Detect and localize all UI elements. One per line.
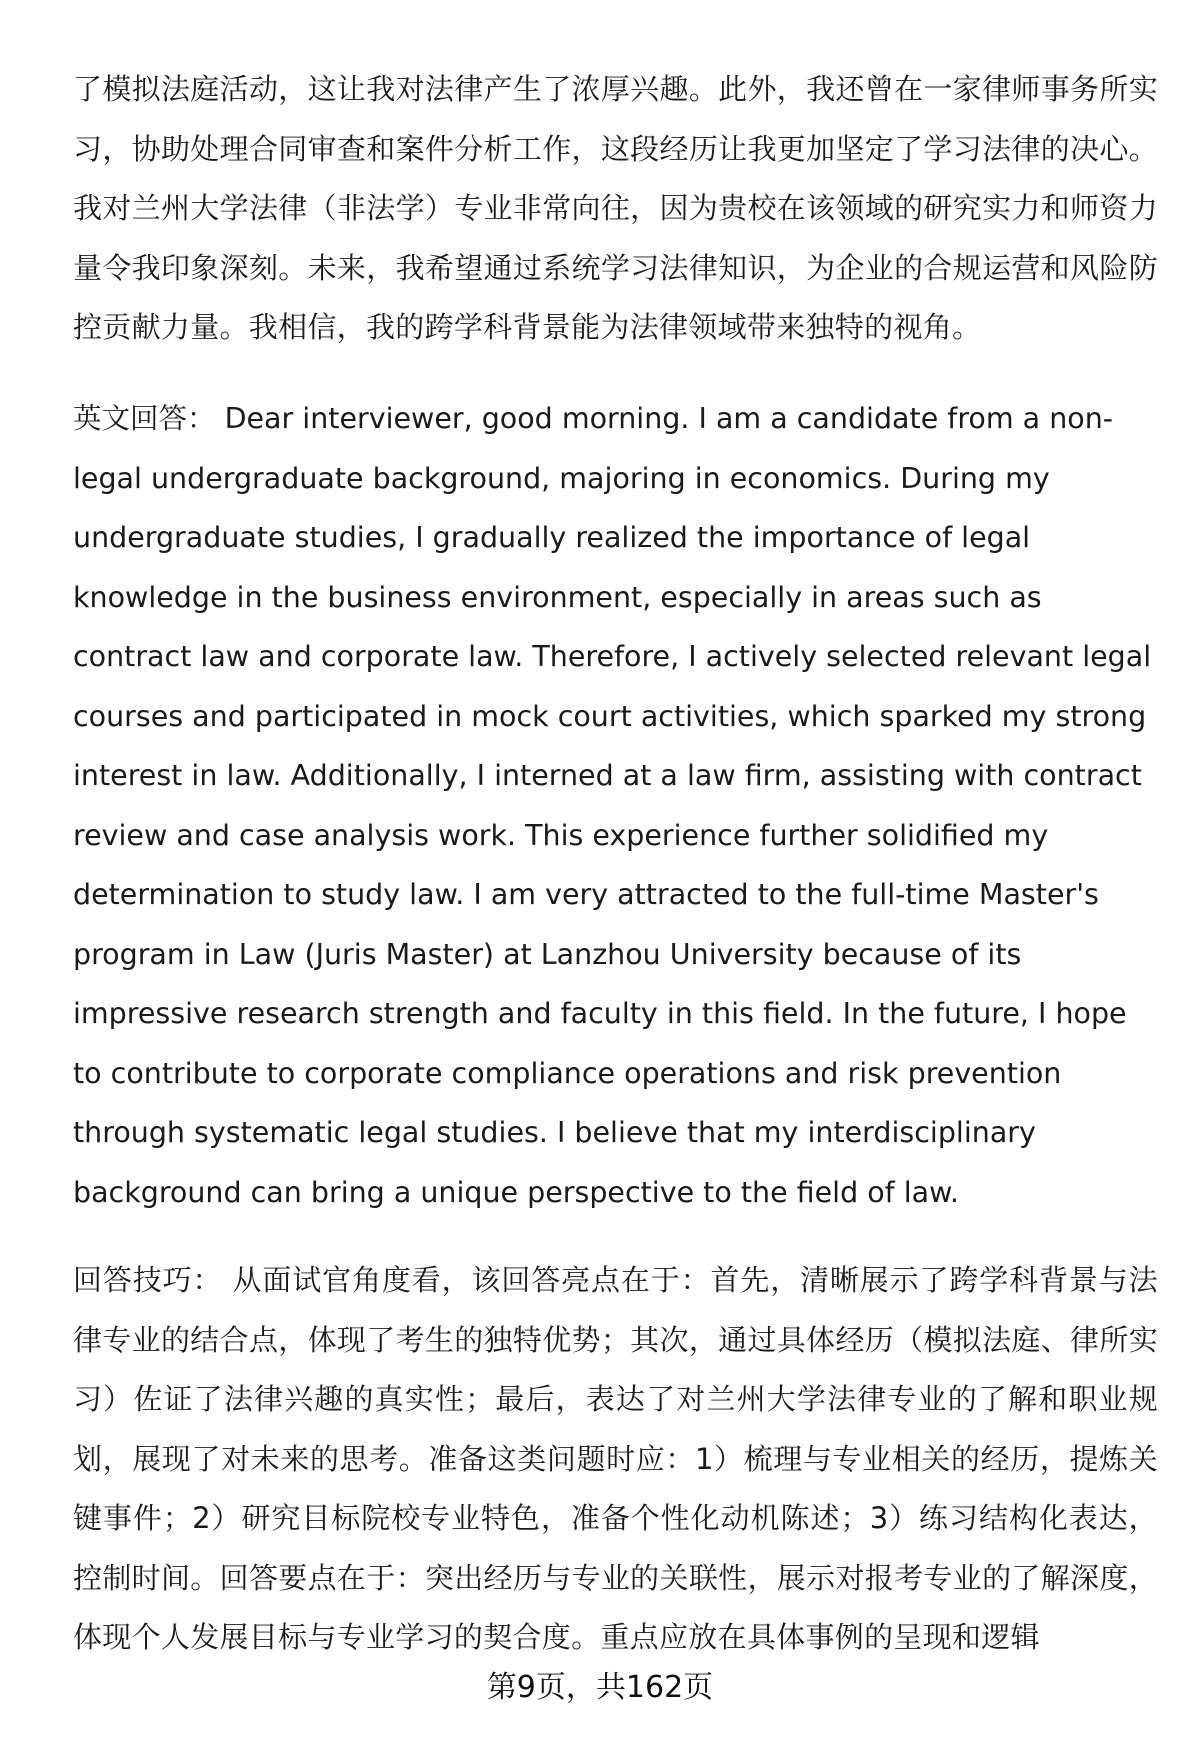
page-number-footer: 第9页，共162页 bbox=[486, 1670, 714, 1705]
paragraph-intro-chinese bbox=[73, 60, 1158, 358]
answer-tips-label: 回答技巧： bbox=[73, 1263, 223, 1297]
answer-tips-text: 从面试官角度看，该回答亮点在于：首先，清晰展示了跨学科背景与法律专业的结合点，体现了考生的独特优势；其次，通过具体经历（模拟法庭、律所实习）佐证了法律兴趣的真实性；最后，表达了对兰州大学法律专业的了解和职业规划，展现了对未来的思考。准备这类问题时应：1）梳理与专业相关的经历，提炼关键事件；2）研究目标院校专业特色，准备个性化动机陈述；3）练习结构化表达，控制时间。回答要点在于：突出经历与专业的关联性，展示对报考专业的了解深度，体现个人发展目标与专业学习的契合度。重点应放在具体事例的呈现和逻辑 bbox=[73, 1263, 1158, 1654]
english-answer-text: Dear interviewer, good morning. I am a candidate from a non-legal undergraduate background, majoring in economics. During my undergraduate studies, I gradually realized the importance of legal knowledge in the business environment, especially in areas such as contract law and corporate law. Therefore, I actively selected relevant legal courses and participated in mock court activities, which sparked my strong interest in law. Additionally, I interned at a law firm, assisting with contract review and case analysis work. This experience further solidified my determination to study law. I am very attracted to the full-time Master's program in Law (Juris Master) at Lanzhou University because of its impressive research strength and faculty in this field. In the future, I hope to contribute to corporate compliance operations and risk prevention through systematic legal studies. I believe that my interdisciplinary background can bring a unique perspective to the field of law. bbox=[73, 402, 1152, 1209]
paragraph-answer-tips bbox=[73, 1251, 1158, 1668]
english-answer-label: 英文回答： bbox=[73, 402, 216, 435]
paragraph-intro-text: 了模拟法庭活动，这让我对法律产生了浓厚兴趣。此外，我还曾在一家律师事务所实习，协助处理合同审查和案件分析工作，这段经历让我更加坚定了学习法律的决心。我对兰州大学法律（非法学）专业非常向往，因为贵校在该领域的研究实力和师资力量令我印象深刻。未来，我希望通过系统学习法律知识，为企业的合规运营和风险防控贡献力量。我相信，我的跨学科背景能为法律领域带来独特的视角。 bbox=[73, 72, 1158, 344]
paragraph-english-answer bbox=[73, 389, 1158, 1222]
